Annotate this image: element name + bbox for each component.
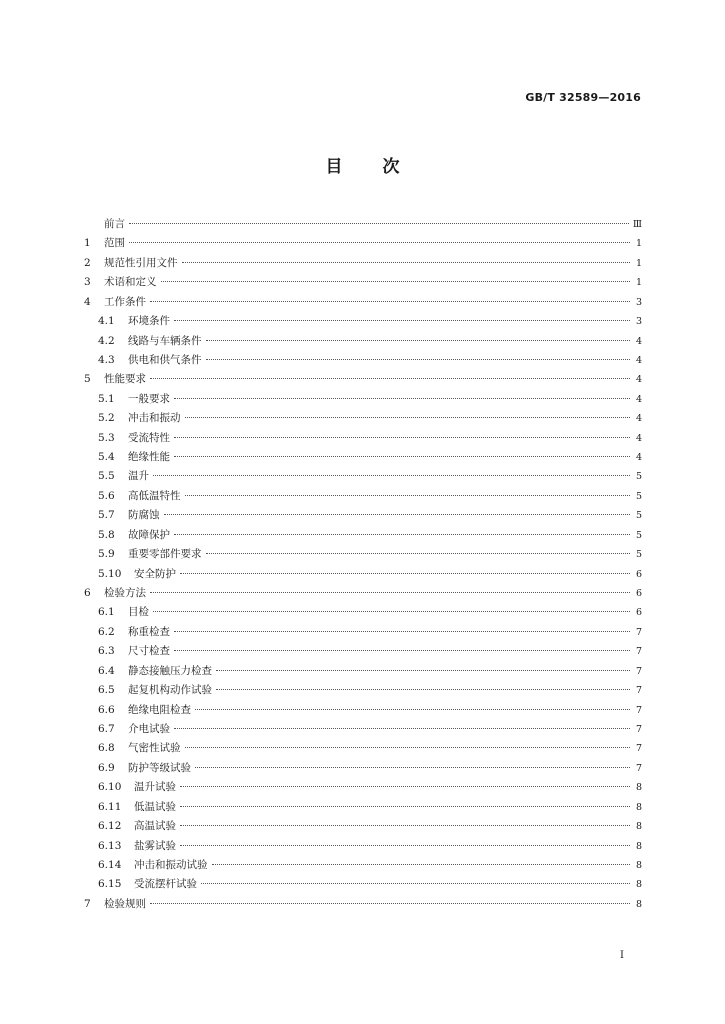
- toc-entry[interactable]: [84, 506, 642, 525]
- toc-entry-page: 6: [635, 568, 642, 580]
- dot-leader: [195, 767, 630, 768]
- toc-entry[interactable]: [84, 837, 642, 856]
- toc-entry[interactable]: [84, 390, 642, 409]
- toc-entry-number: 6.11: [98, 800, 122, 813]
- toc-entry-number: 6.3: [98, 645, 115, 658]
- dot-leader: [174, 650, 630, 651]
- dot-leader: [180, 845, 630, 846]
- toc-entry-label: 范围: [104, 237, 125, 250]
- toc-entry-page: 8: [635, 879, 642, 891]
- toc-entry[interactable]: [84, 759, 642, 778]
- toc-entry-page: 1: [635, 277, 642, 289]
- toc-entry-number: 3: [84, 276, 91, 289]
- toc-entry-label: 冲击和振动: [128, 412, 181, 425]
- toc-entry-page: 7: [635, 646, 642, 658]
- toc-entry[interactable]: [84, 603, 642, 622]
- toc-entry-label: 高温试验: [134, 820, 176, 833]
- toc-entry-number: 6.8: [98, 742, 115, 755]
- toc-entry[interactable]: [84, 681, 642, 700]
- toc-entry-page: 7: [635, 723, 642, 735]
- toc-entry-page: 5: [635, 549, 642, 561]
- toc-entry-label: 供电和供气条件: [128, 353, 202, 366]
- toc-entry-label: 起复机构动作试验: [128, 684, 212, 697]
- toc-entry[interactable]: [84, 487, 642, 506]
- dot-leader: [174, 728, 630, 729]
- toc-entry-label: 环境条件: [128, 315, 170, 328]
- toc-entry-number: 6.13: [98, 839, 122, 852]
- toc-entry-number: 6.7: [98, 722, 115, 735]
- toc-entry-page: 8: [635, 840, 642, 852]
- toc-entry-label: 防护等级试验: [128, 761, 191, 774]
- toc-entry-number: 5.4: [98, 451, 115, 464]
- toc-entry[interactable]: [84, 429, 642, 448]
- toc-entry-number: 5: [84, 373, 91, 386]
- toc-entry-page: 3: [635, 296, 642, 308]
- toc-entry[interactable]: [84, 254, 642, 273]
- dot-leader: [174, 456, 630, 457]
- toc-entry-number: 5.5: [98, 470, 115, 483]
- toc-entry-page: 4: [635, 374, 642, 386]
- toc-entry-label: 受流摆杆试验: [134, 878, 197, 891]
- toc-entry-label: 前言: [104, 218, 125, 230]
- toc-entry-label: 检验规则: [104, 897, 146, 910]
- toc-entry[interactable]: [84, 565, 642, 584]
- toc-entry-page: 5: [635, 529, 642, 541]
- toc-entry[interactable]: [84, 875, 642, 894]
- toc-entry-page: 8: [635, 898, 642, 910]
- dot-leader: [150, 301, 630, 302]
- dot-leader: [174, 398, 630, 399]
- toc-entry-page: 4: [635, 452, 642, 464]
- page-title: 目次: [325, 157, 440, 177]
- page-number: I: [620, 950, 624, 961]
- toc-entry-label: 故障保护: [128, 528, 170, 541]
- toc-entry[interactable]: [84, 895, 642, 914]
- toc-entry-page: 3: [635, 316, 642, 328]
- toc-entry-number: 5.6: [98, 489, 115, 502]
- toc-entry-page: 7: [635, 685, 642, 697]
- toc-entry[interactable]: [84, 778, 642, 797]
- dot-leader: [206, 553, 631, 554]
- toc-entry-label: 温升: [128, 470, 149, 483]
- toc-entry-number: 5.8: [98, 528, 115, 541]
- dot-leader: [206, 359, 631, 360]
- dot-leader: [185, 747, 631, 748]
- toc-entry-number: 6.6: [98, 703, 115, 716]
- standard-code: GB/T 32589—2016: [525, 91, 641, 104]
- toc-entry-label: 绝缘电阻检查: [128, 703, 191, 716]
- toc-entry-label: 目检: [128, 606, 149, 619]
- toc-entry[interactable]: [84, 720, 642, 739]
- toc-entry-number: 5.3: [98, 431, 115, 444]
- toc-entry[interactable]: [84, 448, 642, 467]
- dot-leader: [206, 340, 631, 341]
- toc-entry[interactable]: [84, 526, 642, 545]
- toc-entry-label: 称重检查: [128, 625, 170, 638]
- toc-entry[interactable]: [84, 642, 642, 661]
- toc-entry-page: 4: [635, 354, 642, 366]
- toc-entry-page: 7: [635, 665, 642, 677]
- toc-entry[interactable]: [84, 584, 642, 603]
- dot-leader: [185, 417, 631, 418]
- dot-leader: [180, 806, 630, 807]
- toc-entry-number: 5.2: [98, 412, 115, 425]
- toc-entry-number: 2: [84, 256, 91, 269]
- toc-entry-label: 防腐蚀: [128, 509, 160, 522]
- toc-entry-label: 性能要求: [104, 373, 146, 386]
- toc-entry[interactable]: [84, 234, 642, 253]
- toc-entry-label: 绝缘性能: [128, 451, 170, 464]
- toc-entry-label: 高低温特性: [128, 489, 181, 502]
- toc-entry[interactable]: [84, 817, 642, 836]
- toc-entry-number: 5.1: [98, 392, 115, 405]
- toc-entry[interactable]: [84, 623, 642, 642]
- toc-entry-number: 6: [84, 587, 91, 600]
- toc-entry-number: 6.14: [98, 858, 122, 871]
- dot-leader: [150, 378, 630, 379]
- toc-entry-label: 静态接触压力检查: [128, 664, 212, 677]
- dot-leader: [150, 592, 630, 593]
- toc-entry-label: 低温试验: [134, 800, 176, 813]
- table-of-contents: [84, 215, 642, 914]
- toc-entry-number: 6.10: [98, 781, 122, 794]
- toc-entry-page: 5: [635, 471, 642, 483]
- toc-entry-number: 6.12: [98, 820, 122, 833]
- dot-leader: [153, 475, 630, 476]
- toc-entry-label: 线路与车辆条件: [128, 334, 202, 347]
- dot-leader: [216, 689, 630, 690]
- toc-entry-page: Ⅲ: [632, 219, 642, 230]
- toc-entry-page: 4: [635, 413, 642, 425]
- toc-entry-label: 气密性试验: [128, 742, 181, 755]
- toc-entry[interactable]: [84, 701, 642, 720]
- toc-entry-label: 术语和定义: [104, 276, 157, 289]
- toc-entry[interactable]: [84, 545, 642, 564]
- toc-entry-label: 工作条件: [104, 295, 146, 308]
- dot-leader: [174, 320, 630, 321]
- toc-entry-number: 4.3: [98, 353, 115, 366]
- dot-leader: [164, 514, 631, 515]
- toc-entry[interactable]: [84, 312, 642, 331]
- toc-entry-number: 4.2: [98, 334, 115, 347]
- dot-leader: [174, 631, 630, 632]
- dot-leader: [129, 242, 630, 243]
- dot-leader: [174, 437, 630, 438]
- toc-entry-label: 规范性引用文件: [104, 256, 178, 269]
- toc-entry-number: 6.1: [98, 606, 115, 619]
- toc-entry-label: 安全防护: [134, 567, 176, 580]
- toc-entry-label: 一般要求: [128, 392, 170, 405]
- toc-entry[interactable]: [84, 798, 642, 817]
- toc-entry[interactable]: [84, 370, 642, 389]
- toc-entry-page: 4: [635, 393, 642, 405]
- toc-entry-page: 1: [635, 257, 642, 269]
- toc-entry-number: 5.9: [98, 548, 115, 561]
- toc-entry-label: 介电试验: [128, 722, 170, 735]
- toc-entry-page: 7: [635, 743, 642, 755]
- dot-leader: [174, 534, 630, 535]
- toc-entry[interactable]: [84, 467, 642, 486]
- toc-entry[interactable]: [84, 351, 642, 370]
- toc-entry-page: 8: [635, 782, 642, 794]
- toc-entry-page: 8: [635, 801, 642, 813]
- toc-entry[interactable]: [84, 332, 642, 351]
- toc-entry-number: 4.1: [98, 315, 115, 328]
- toc-entry-label: 冲击和振动试验: [134, 858, 208, 871]
- toc-entry-page: 7: [635, 626, 642, 638]
- toc-entry-page: 8: [635, 821, 642, 833]
- dot-leader: [212, 864, 631, 865]
- dot-leader: [180, 825, 630, 826]
- toc-entry[interactable]: [84, 293, 642, 312]
- dot-leader: [150, 903, 630, 904]
- toc-entry-label: 检验方法: [104, 587, 146, 600]
- toc-entry-label: 尺寸检查: [128, 645, 170, 658]
- toc-entry[interactable]: [84, 856, 642, 875]
- toc-entry-number: 5.10: [98, 567, 122, 580]
- toc-entry[interactable]: [84, 215, 642, 234]
- toc-entry-page: 1: [635, 238, 642, 250]
- toc-entry[interactable]: [84, 273, 642, 292]
- toc-entry-number: 6.2: [98, 625, 115, 638]
- dot-leader: [216, 670, 630, 671]
- toc-entry-page: 5: [635, 490, 642, 502]
- toc-entry-page: 6: [635, 607, 642, 619]
- toc-entry-number: 7: [84, 897, 91, 910]
- dot-leader: [180, 786, 630, 787]
- dot-leader: [201, 883, 630, 884]
- toc-entry-number: 6.9: [98, 761, 115, 774]
- dot-leader: [153, 611, 630, 612]
- toc-entry-page: 7: [635, 704, 642, 716]
- dot-leader: [185, 495, 631, 496]
- toc-entry-page: 5: [635, 510, 642, 522]
- toc-entry-page: 6: [635, 588, 642, 600]
- toc-entry-number: 4: [84, 295, 91, 308]
- toc-entry-label: 受流特性: [128, 431, 170, 444]
- toc-entry-page: 7: [635, 762, 642, 774]
- toc-entry-number: 1: [84, 237, 91, 250]
- dot-leader: [182, 262, 631, 263]
- toc-entry-page: 4: [635, 335, 642, 347]
- toc-entry[interactable]: [84, 409, 642, 428]
- toc-entry-label: 温升试验: [134, 781, 176, 794]
- toc-entry-page: 4: [635, 432, 642, 444]
- toc-entry-number: 5.7: [98, 509, 115, 522]
- dot-leader: [129, 223, 629, 224]
- dot-leader: [195, 709, 630, 710]
- dot-leader: [180, 573, 630, 574]
- toc-entry-number: 6.15: [98, 878, 122, 891]
- toc-entry-label: 盐雾试验: [134, 839, 176, 852]
- toc-entry[interactable]: [84, 739, 642, 758]
- toc-entry-label: 重要零部件要求: [128, 548, 202, 561]
- toc-entry-number: 6.5: [98, 684, 115, 697]
- toc-entry-page: 8: [635, 859, 642, 871]
- toc-entry-number: 6.4: [98, 664, 115, 677]
- toc-entry[interactable]: [84, 662, 642, 681]
- dot-leader: [161, 281, 631, 282]
